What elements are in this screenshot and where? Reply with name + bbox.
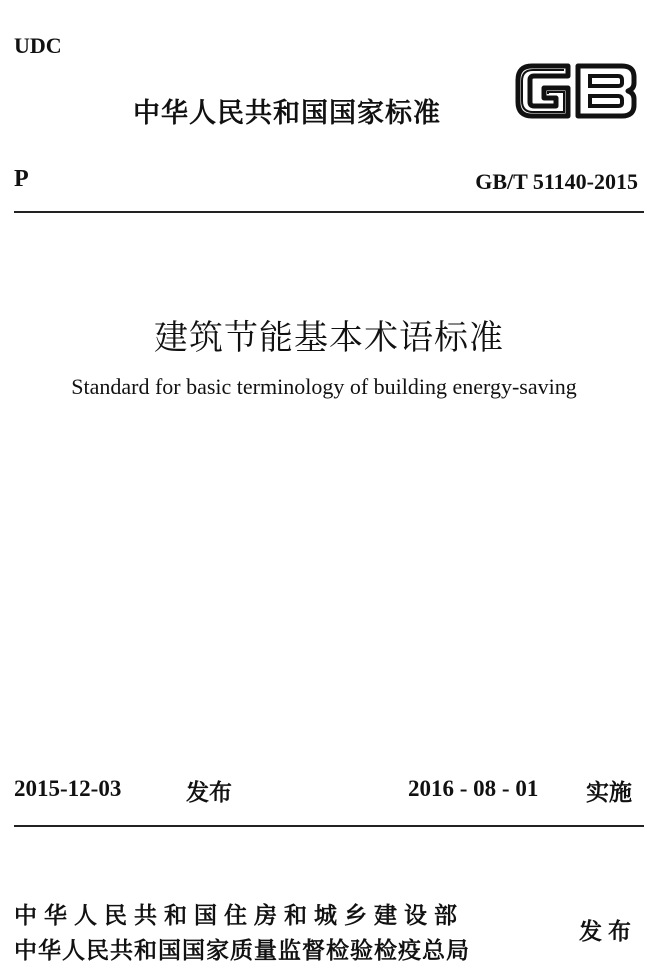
issue-date: 2015-12-03 [14,776,122,801]
standard-number: GB/T 51140-2015 [475,169,638,194]
title-english: Standard for basic terminology of building energy-saving [71,374,577,399]
publisher-ministry: 中华人民共和国住房和城乡建设部 [14,903,464,929]
gb-logo-icon [512,43,640,124]
classification-code: P [14,166,29,192]
issue-label: 发布 [186,780,232,806]
bottom-divider [14,825,644,827]
top-divider [14,211,644,213]
publish-label: 发布 [579,919,637,945]
gb-logo [512,43,640,124]
implementation-label: 实施 [586,780,632,806]
title-chinese: 建筑节能基本术语标准 [154,318,504,358]
svg-text:GB: GB [512,43,537,62]
implementation-date: 2016 - 08 - 01 [408,776,539,801]
publisher-aqsiq: 中华人民共和国国家质量监督检验检疫总局 [14,938,470,964]
national-standard-heading: 中华人民共和国国家标准 [133,98,441,129]
udc-label: UDC [14,33,62,58]
